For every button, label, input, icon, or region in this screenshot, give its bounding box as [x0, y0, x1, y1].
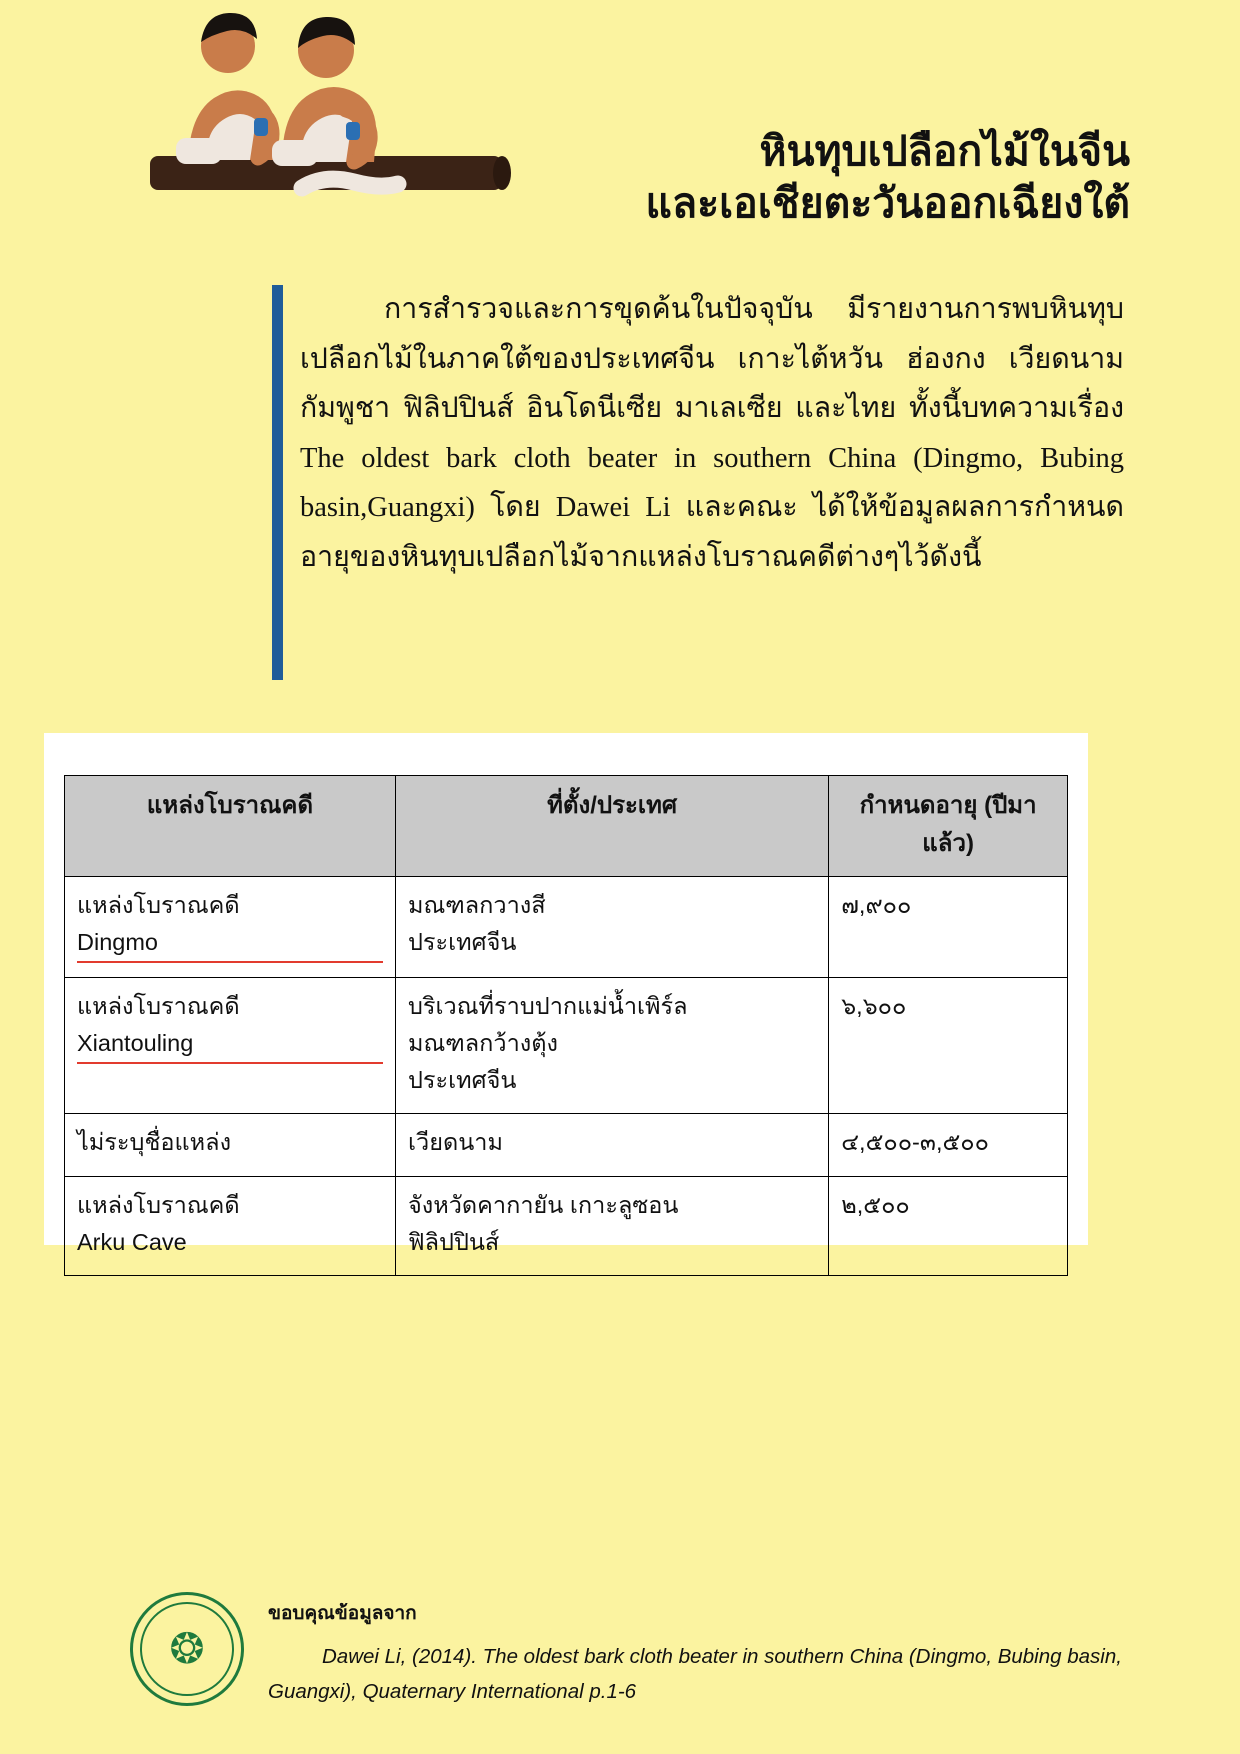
table-card — [44, 733, 1088, 1255]
page-title — [300, 125, 1130, 230]
table-row — [65, 876, 1068, 977]
cell-location: เวียดนาม — [395, 1114, 828, 1176]
column-header-age: กำหนดอายุ (ปีมาแล้ว) — [829, 776, 1068, 877]
cell-age: ๗,๙๐๐ — [829, 876, 1068, 977]
cell-location: จังหวัดคากายัน เกาะลูซอน ฟิลิปปินส์ — [395, 1176, 828, 1275]
column-header-site: แหล่งโบราณคดี — [65, 776, 396, 877]
title-line-2: และเอเชียตะวันออกเฉียงใต้ — [645, 179, 1130, 228]
cell-location: บริเวณที่ราบปากแม่น้ำเพิร์ล มณฑลกว้างตุ้ง ประเทศจีน — [395, 978, 828, 1114]
cell-site: แหล่งโบราณคดี Arku Cave — [65, 1176, 396, 1275]
title-line-1: หินทุบเปลือกไม้ในจีน — [759, 127, 1130, 175]
table-header-row — [65, 776, 1068, 877]
figure-left — [176, 13, 276, 164]
cell-site: แหล่งโบราณคดี Dingmo — [65, 876, 396, 977]
cell-site: แหล่งโบราณคดี Xiantouling — [65, 978, 396, 1114]
table-row — [65, 1176, 1068, 1275]
cell-location: มณฑลกวางสี ประเทศจีน — [395, 876, 828, 977]
table-row — [65, 978, 1068, 1114]
archaeology-dating-table — [64, 775, 1068, 1276]
footer-thanks-label: ขอบคุณข้อมูลจาก — [268, 1602, 417, 1624]
cell-site: ไม่ระบุชื่อแหล่ง — [65, 1114, 396, 1176]
cell-age: ๖,๖๐๐ — [829, 978, 1068, 1114]
footer-text — [268, 1598, 1128, 1710]
accent-bar — [272, 285, 283, 680]
column-header-location: ที่ตั้ง/ประเทศ — [395, 776, 828, 877]
intro-section — [272, 285, 1132, 582]
seal-inner-glyph: ❂ — [140, 1602, 234, 1696]
cell-age: ๒,๕๐๐ — [829, 1176, 1068, 1275]
footer-citation: Dawei Li, (2014). The oldest bark cloth beater in southern China (Dingmo, Bubing basin, Guangxi), Quaternary International p.1-6 — [268, 1645, 1122, 1703]
intro-paragraph: การสำรวจและการขุดค้นในปัจจุบัน มีรายงานการพบหินทุบเปลือกไม้ในภาคใต้ของประเทศจีน เกาะไต้หวัน ฮ่องกง เวียดนาม กัมพูชา ฟิลิปปินส์ อินโดนีเซีย มาเลเซีย และไทย ทั้งนี้บทความเรื่อง The oldest bark cloth beater in southern China (Dingmo, Bubing basin,Guangxi) โดย Dawei Li และคณะ ได้ให้ข้อมูลผลการกำหนดอายุของหินทุบเปลือกไม้จากแหล่งโบราณคดีต่างๆไว้ดังนี้ — [300, 294, 1124, 573]
table-row — [65, 1114, 1068, 1176]
cell-age: ๔,๕๐๐-๓,๕๐๐ — [829, 1114, 1068, 1176]
organization-seal-icon — [130, 1592, 244, 1706]
